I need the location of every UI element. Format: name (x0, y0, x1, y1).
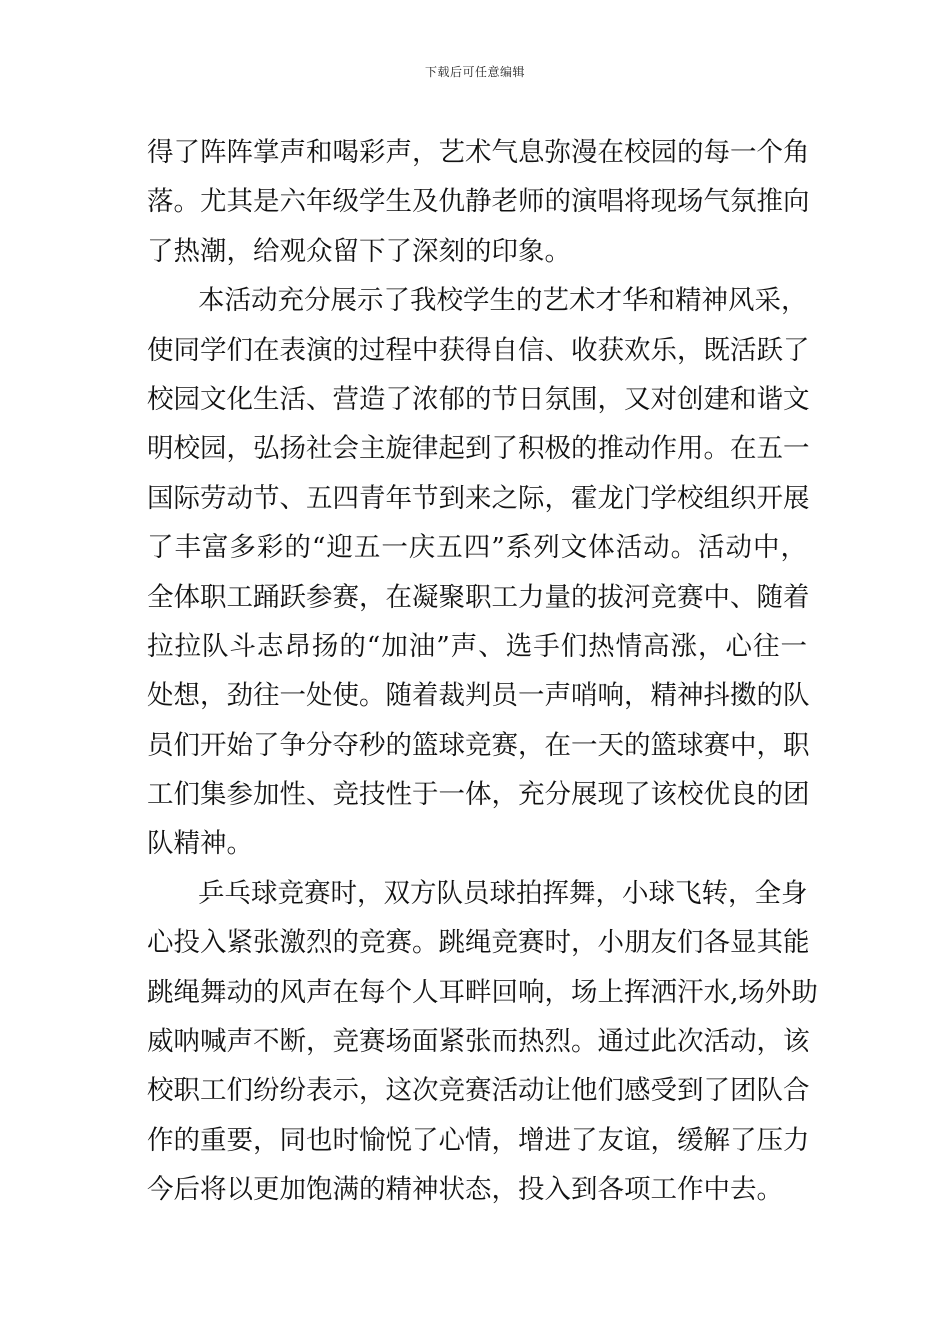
text-line: 作的重要，同也时愉悦了心情，增进了友谊，缓解了压力 (147, 1124, 810, 1156)
text-line: 了丰富多彩的“迎五一庆五四”系列文体活动。活动中， (147, 532, 807, 564)
text-line: 员们开始了争分夺秒的篮球竞赛，在一天的篮球赛中，职 (147, 729, 810, 761)
text-line: 威呐喊声不断，竞赛场面紧张而热烈。通过此次活动，该 (147, 1026, 810, 1058)
paragraph-first-line: 本活动充分展示了我校学生的艺术才华和精神风采， (198, 285, 808, 317)
text-line: 队精神。 (147, 828, 253, 860)
paragraph-first-line: 乒乓球竞赛时，双方队员球拍挥舞，小球飞转，全身 (198, 877, 808, 909)
text-line: 全体职工踊跃参赛，在凝聚职工力量的拔河竞赛中、随着 (147, 581, 810, 613)
text-line: 工们集参加性、竞技性于一体，充分展现了该校优良的团 (147, 779, 810, 811)
text-line: 明校园，弘扬社会主旋律起到了积极的推动作用。在五一 (147, 433, 810, 465)
text-line: 拉拉队斗志昂扬的“加油”声、选手们热情高涨，心往一 (147, 630, 807, 662)
text-line: 使同学们在表演的过程中获得自信、收获欢乐，既活跃了 (147, 334, 810, 366)
text-line: 心投入紧张激烈的竞赛。跳绳竞赛时，小朋友们各显其能 (147, 927, 810, 959)
text-line: 国际劳动节、五四青年节到来之际，霍龙门学校组织开展 (147, 482, 810, 514)
text-line: 校园文化生活、营造了浓郁的节日氛围，又对创建和谐文 (147, 383, 810, 415)
text-line: 处想，劲往一处使。随着裁判员一声哨响，精神抖擞的队 (147, 680, 810, 712)
document-body (147, 128, 818, 1215)
text-line: 得了阵阵掌声和喝彩声，艺术气息弥漫在校园的每一个角 (147, 137, 810, 168)
text-line: 落。尤其是六年级学生及仇静老师的演唱将现场气氛推向 (147, 186, 810, 218)
text-line: 校职工们纷纷表示，这次竞赛活动让他们感受到了团队合 (147, 1075, 810, 1107)
text-line: 今后将以更加饱满的精神状态，投入到各项工作中去。 (147, 1174, 783, 1206)
page-header: 下载后可任意编辑 (424, 65, 525, 79)
text-line: 跳绳舞动的风声在每个人耳畔回响，场上挥洒汗水,场外助 (147, 976, 818, 1008)
text-line: 了热潮，给观众留下了深刻的印象。 (147, 235, 571, 267)
